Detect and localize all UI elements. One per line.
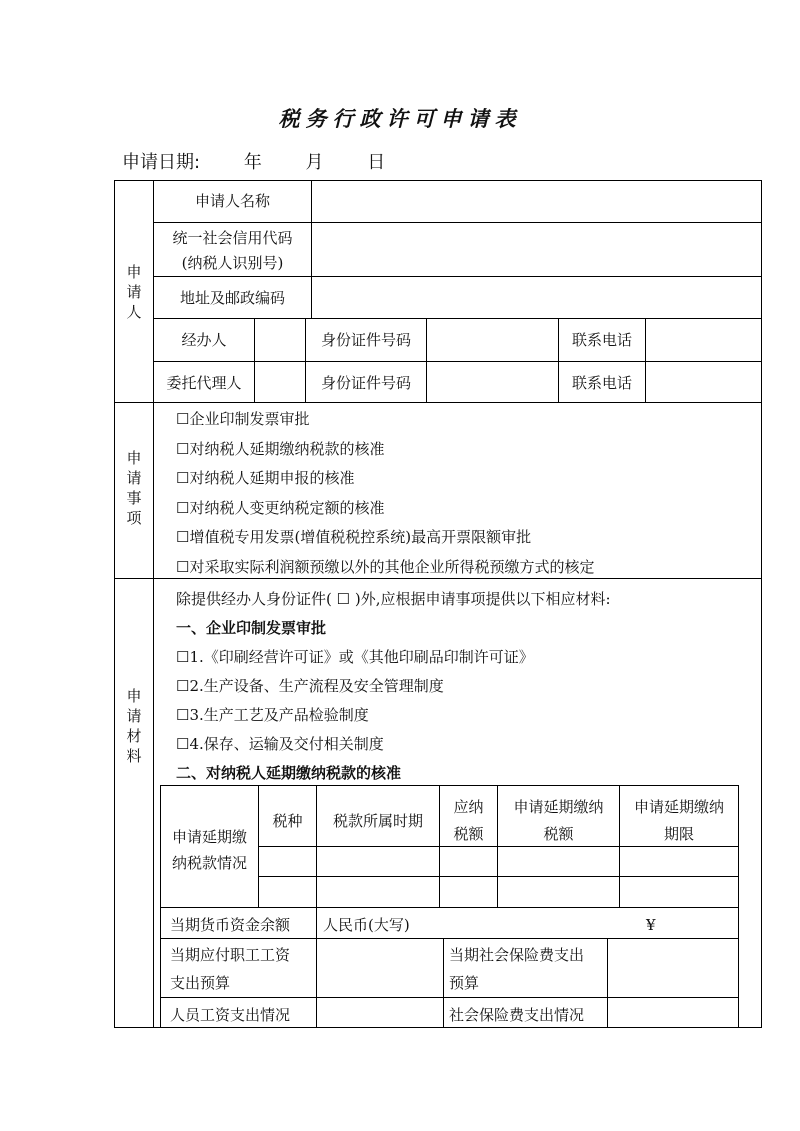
- applicant-name-label: 申请人名称: [194, 192, 270, 210]
- table-border-right: [761, 180, 762, 402]
- section-separator-2: [114, 578, 762, 579]
- cash-balance-value: 人民币(大写): [323, 916, 410, 934]
- salary-budget-label-2: 支出预算: [170, 974, 231, 992]
- table-border-top: [114, 180, 762, 181]
- id-number-label: 身份证件号码: [320, 331, 411, 349]
- section-matters-label: 申请事项: [126, 449, 142, 527]
- date-day: 日: [367, 152, 386, 173]
- col-tax-due-1: 应纳: [453, 798, 484, 816]
- agent-id-number-label: 身份证件号码: [320, 374, 411, 392]
- row-line: [153, 222, 762, 223]
- application-date: [122, 148, 385, 174]
- inner-row-line: [160, 997, 739, 998]
- inner-row-line: [258, 876, 739, 877]
- section-applicant-label: 申请人: [126, 263, 142, 321]
- col-line: [645, 318, 646, 402]
- cash-balance-label: 当期货币资金余额: [170, 916, 291, 934]
- col-delay-amount-2: 税额: [543, 825, 574, 843]
- inner-table-bottom: [160, 1027, 739, 1028]
- inner-row-line: [258, 846, 739, 847]
- matter-option[interactable]: ☐企业印制发票审批: [176, 410, 310, 428]
- matter-option[interactable]: ☐对纳税人延期申报的核准: [176, 469, 355, 487]
- col-tax-type: 税种: [272, 812, 303, 830]
- yen-symbol: ¥: [646, 916, 656, 934]
- material-option[interactable]: ☐1.《印刷经营许可证》或《其他印刷品印制许可证》: [176, 648, 534, 666]
- insurance-status-label: 社会保险费支出情况: [449, 1006, 585, 1024]
- date-year: 年: [243, 152, 262, 173]
- material-option[interactable]: ☐3.生产工艺及产品检验制度: [176, 706, 369, 724]
- col-line: [426, 318, 427, 402]
- table-border-right-3: [761, 578, 762, 1028]
- col-tax-period: 税款所属时期: [332, 812, 423, 830]
- phone-label: 联系电话: [571, 331, 632, 349]
- material-option[interactable]: ☐4.保存、运输及交付相关制度: [176, 735, 384, 753]
- handler-label: 经办人: [181, 331, 227, 349]
- row-line: [153, 318, 762, 319]
- col-delay-amount-1: 申请延期缴纳: [513, 798, 604, 816]
- col-tax-due-2: 税额: [453, 825, 484, 843]
- table-border-right-2: [761, 402, 762, 578]
- material-option[interactable]: ☐2.生产设备、生产流程及安全管理制度: [176, 677, 444, 695]
- insurance-budget-label-2: 预算: [449, 974, 480, 992]
- date-label: 申请日期:: [122, 152, 201, 173]
- matter-option[interactable]: ☐对纳税人延期缴纳税款的核准: [176, 440, 385, 458]
- matter-option[interactable]: ☐对采取实际利润额预缴以外的其他企业所得税预缴方式的核定: [176, 558, 595, 576]
- inner-table-right: [738, 785, 739, 1027]
- inner-col-line: [316, 938, 317, 1027]
- matter-option[interactable]: ☐对纳税人变更纳税定额的核准: [176, 499, 385, 517]
- inner-col-line: [316, 785, 317, 907]
- inner-table-left: [160, 785, 161, 1027]
- col-line: [254, 318, 255, 402]
- materials-intro: 除提供经办人身份证件( ☐ )外,应根据申请事项提供以下相应材料:: [176, 590, 611, 608]
- inner-col-line: [316, 907, 317, 938]
- inner-row-line: [160, 938, 739, 939]
- section-separator-1: [114, 402, 762, 403]
- insurance-budget-label-1: 当期社会保险费支出: [449, 946, 585, 964]
- col-delay-limit-2: 期限: [663, 825, 694, 843]
- materials-section-2-title: 二、对纳税人延期缴纳税款的核准: [176, 764, 402, 782]
- address-label: 地址及邮政编码: [179, 289, 285, 307]
- taxpayer-id-label: (纳税人识别号): [181, 254, 284, 272]
- inner-col-line: [607, 938, 608, 1027]
- staff-salary-label: 人员工资支出情况: [170, 1006, 291, 1024]
- materials-section-1-title: 一、企业印制发票审批: [176, 619, 327, 637]
- matter-option[interactable]: ☐增值税专用发票(增值税税控系统)最高开票限额审批: [176, 528, 532, 546]
- agent-phone-label: 联系电话: [571, 374, 632, 392]
- table-border-left: [114, 180, 115, 1028]
- col-line: [311, 180, 312, 318]
- section-materials-label: 申请材料: [126, 687, 142, 765]
- form-title: 税务行政许可申请表: [278, 106, 522, 131]
- delay-tax-label-2: 纳税款情况: [171, 854, 247, 872]
- inner-table-top: [160, 785, 739, 786]
- date-month: 月: [305, 152, 324, 173]
- row-line: [153, 276, 762, 277]
- delay-tax-label-1: 申请延期缴: [171, 828, 247, 846]
- credit-code-label: 统一社会信用代码: [172, 229, 293, 247]
- inner-row-line: [160, 907, 739, 908]
- inner-col-line: [443, 938, 444, 1027]
- salary-budget-label-1: 当期应付职工工资: [170, 946, 291, 964]
- agent-label: 委托代理人: [166, 374, 242, 392]
- row-line: [153, 361, 762, 362]
- inner-col-line: [258, 785, 259, 907]
- col-delay-limit-1: 申请延期缴纳: [633, 798, 724, 816]
